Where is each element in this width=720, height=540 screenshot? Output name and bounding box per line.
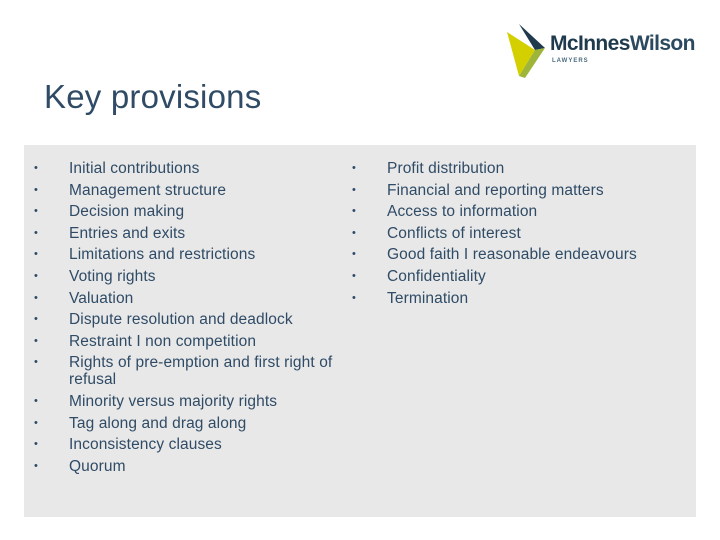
list-item-label: Confidentiality bbox=[387, 267, 486, 285]
list-item-label: Minority versus majority rights bbox=[69, 392, 278, 410]
bullet-icon: • bbox=[34, 356, 38, 369]
left-provisions-list bbox=[30, 160, 370, 479]
bullet-icon: • bbox=[352, 269, 356, 282]
bullet-icon: • bbox=[352, 183, 356, 196]
logo-mark-icon bbox=[505, 24, 549, 80]
list-item bbox=[348, 246, 688, 263]
bullet-icon: • bbox=[352, 162, 356, 174]
list-item-label: Dispute resolution and deadlock bbox=[69, 311, 293, 329]
list-item-label: Management structure bbox=[69, 181, 227, 199]
bullet-icon: • bbox=[34, 438, 38, 451]
list-item bbox=[30, 182, 370, 199]
list-item bbox=[30, 160, 370, 177]
list-item-label: Quorum bbox=[69, 457, 126, 475]
bullet-icon: • bbox=[34, 183, 38, 196]
list-item bbox=[30, 246, 370, 263]
logo-name-part1: McInnes bbox=[550, 32, 630, 55]
list-item bbox=[30, 311, 370, 328]
list-item bbox=[30, 458, 370, 475]
list-item-label: Decision making bbox=[69, 203, 185, 221]
list-item bbox=[348, 203, 688, 220]
list-item bbox=[30, 203, 370, 220]
bullet-icon: • bbox=[34, 334, 38, 347]
list-item-label: Voting rights bbox=[69, 267, 156, 285]
bullet-icon: • bbox=[352, 205, 356, 218]
right-provisions-list bbox=[348, 160, 688, 311]
list-item-label: Profit distribution bbox=[387, 160, 505, 177]
bullet-icon: • bbox=[34, 459, 38, 472]
logo-subtitle: LAWYERS bbox=[552, 58, 589, 64]
list-item-label: Tag along and drag along bbox=[69, 414, 247, 432]
bullet-icon: • bbox=[34, 313, 38, 326]
list-item bbox=[30, 393, 370, 410]
list-item bbox=[30, 415, 370, 432]
list-item bbox=[30, 436, 370, 453]
list-item bbox=[30, 333, 370, 350]
list-item-label: Termination bbox=[387, 289, 469, 307]
mcinnes-wilson-logo bbox=[505, 22, 695, 82]
list-item-label: Good faith I reasonable endeavours bbox=[387, 246, 637, 264]
list-item-label: Limitations and restrictions bbox=[69, 246, 256, 264]
bullet-icon: • bbox=[34, 226, 38, 239]
list-item-label: Initial contributions bbox=[69, 160, 200, 177]
list-item-label: Inconsistency clauses bbox=[69, 436, 222, 454]
bullet-icon: • bbox=[34, 416, 38, 429]
list-item bbox=[348, 160, 688, 177]
page-title: Key provisions bbox=[44, 78, 262, 115]
list-item-label: Restraint I non competition bbox=[69, 332, 257, 350]
bullet-icon: • bbox=[352, 291, 356, 304]
bullet-icon: • bbox=[34, 291, 38, 304]
list-item bbox=[348, 290, 688, 307]
list-item-label: Rights of pre-emption and first right of refusal bbox=[69, 354, 333, 389]
bullet-icon: • bbox=[34, 162, 38, 174]
bullet-icon: • bbox=[34, 205, 38, 218]
bullet-icon: • bbox=[352, 226, 356, 239]
list-item bbox=[30, 268, 370, 285]
logo-name-part2: Wilson bbox=[629, 32, 695, 55]
list-item bbox=[30, 225, 370, 242]
bullet-icon: • bbox=[34, 248, 38, 261]
list-item-label: Financial and reporting matters bbox=[387, 181, 604, 199]
bullet-icon: • bbox=[352, 248, 356, 261]
list-item-label: Entries and exits bbox=[69, 224, 186, 242]
list-item bbox=[348, 182, 688, 199]
logo-wordmark bbox=[550, 32, 695, 56]
list-item bbox=[30, 354, 359, 388]
list-item bbox=[348, 225, 688, 242]
list-item-label: Conflicts of interest bbox=[387, 224, 521, 242]
list-item bbox=[348, 268, 688, 285]
bullet-icon: • bbox=[34, 394, 38, 407]
list-item-label: Access to information bbox=[387, 203, 538, 221]
bullet-icon: • bbox=[34, 269, 38, 282]
list-item bbox=[30, 290, 370, 307]
list-item-label: Valuation bbox=[69, 289, 134, 307]
